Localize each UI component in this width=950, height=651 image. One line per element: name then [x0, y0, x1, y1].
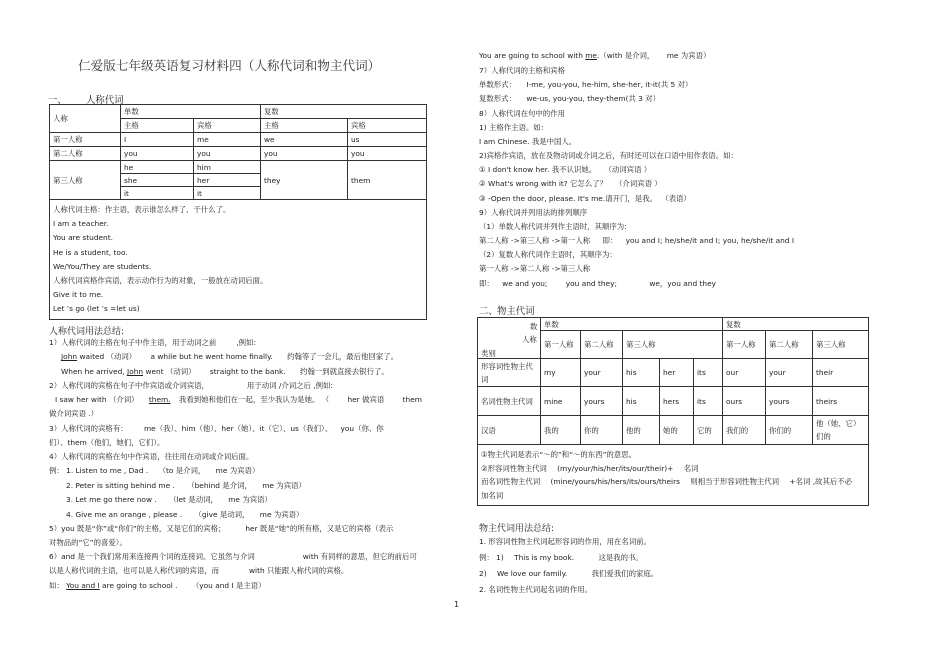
cell: 你们的: [766, 416, 813, 445]
paragraph-line: 单数形式： I-me, you-you, he-him, she-her, it-it(共 5 对）: [479, 80, 693, 89]
example-line: 如： You and I are going to school . （you and I 是主语）: [49, 581, 266, 590]
paragraph-line: 2）人称代词的宾格在句子中作宾语或介词宾语， 用于动词 /介词之后 ,例如:: [49, 381, 333, 390]
table-notes: [478, 445, 869, 506]
note-line: 人称代词主格：作主语，表示谁怎么样了、干什么了。: [53, 205, 231, 214]
header-object: 宾格: [194, 119, 261, 133]
row-label: 第三人称: [50, 161, 121, 200]
cell: your: [766, 359, 813, 387]
paragraph-line: 2)宾格作宾语，放在及物动词或介词之后，有时还可以在口语中用作表语。如：: [479, 151, 738, 160]
page-number: 1: [454, 600, 460, 609]
cell: I: [121, 133, 194, 147]
header-subject: 主格: [121, 119, 194, 133]
row-label: 名词性物主代词: [478, 387, 541, 416]
paragraph-line: 复数形式： we-us, you-you, they-them(共 3 对）: [479, 94, 661, 103]
cell: 你的: [581, 416, 623, 445]
cell: she: [121, 174, 194, 187]
example-line: I saw her with （介词） them. 我看到她和他们在一起，至少我认为是她。 （ her 做宾语 them: [55, 395, 422, 404]
paragraph-line: 6）and 是一个我们常用来连接两个词的连接词。它虽然与介词 with 有同样的意思，但它的前后可: [49, 552, 417, 561]
paragraph-line: 1) 主格作主语。如：: [479, 123, 549, 132]
paragraph-line: 7）人称代词的主格和宾格: [479, 66, 566, 75]
cell: them: [348, 161, 427, 200]
cell: we: [261, 133, 348, 147]
paragraph-line: 3）人称代词的宾格有： me（我）、him（他）、her（她）、it（它）、us（我们）、 you（你、你: [49, 424, 384, 433]
cell: my: [541, 359, 581, 387]
example-line: 例： 1) This is my book. 这是我的书。: [479, 553, 643, 562]
paragraph-line: ② What's wrong with it? 它怎么了？ （介词宾语 ）: [479, 179, 662, 188]
paragraph-line: 2. 名词性物主代词起名词的作用。: [479, 585, 592, 594]
example-line: 4. Give me an orange , please . （give 是动词， me 为宾语）: [66, 510, 304, 519]
corner-person: 人称: [522, 335, 537, 344]
corner-category: 类别: [481, 349, 496, 358]
paragraph-line: You are going to school with me.（with 是介词， me 为宾语）: [479, 51, 711, 60]
table-row: [478, 416, 869, 445]
paragraph-line: 9）人称代词并列用法的排列顺序: [479, 208, 588, 217]
section-title: 物主代词: [497, 306, 535, 317]
table-row: [478, 359, 869, 387]
cell: 他（她、它）们的: [813, 416, 869, 445]
cell: her: [194, 174, 261, 187]
header-subject: 主格: [261, 119, 348, 133]
paragraph-line: ① I don't know her. 我不认识她。 （动词宾语 ）: [479, 165, 652, 174]
summary-title: 人称代词用法总结:: [49, 327, 125, 337]
example-line: 2. Peter is sitting behind me . （behind 是介词， me 为宾语）: [66, 481, 306, 490]
cell: 他的: [623, 416, 660, 445]
cell: yours: [766, 387, 813, 416]
cell: you: [194, 147, 261, 161]
cell: you: [121, 147, 194, 161]
cell: he: [121, 161, 194, 174]
header-person: 人称: [50, 105, 121, 133]
paragraph-line: 第二人称 ->第三人称 ->第一人称 即： you and I; he/she/it and I; you, he/she/it and I: [479, 236, 794, 245]
note-line: ②形容词性物主代词 (my/your/his/her/its/our/their)+ 名词: [481, 463, 699, 473]
header-person-3: 第三人称: [813, 331, 869, 359]
cell: they: [261, 161, 348, 200]
header-plural: 复数: [261, 105, 427, 119]
note-line: We/You/They are students.: [53, 261, 152, 271]
table-row: [50, 147, 427, 161]
cell: his: [623, 359, 660, 387]
table-row: [50, 133, 427, 147]
table-notes: [50, 200, 427, 320]
paragraph-line: （2）复数人称代词作主语时，其顺序为：: [479, 250, 617, 259]
cell: mine: [541, 387, 581, 416]
cell: us: [348, 133, 427, 147]
page-title: 仁爱版七年级英语复习材料四（人称代词和物主代词）: [78, 58, 381, 73]
note-line: ①物主代词是表示“～的”和“～的东西”的意思。: [481, 450, 636, 459]
cell: you: [348, 147, 427, 161]
header-person-2: 第二人称: [581, 331, 623, 359]
paragraph-line: 即： we and you; you and they; we，you and they: [479, 279, 716, 288]
section-number: 一、: [48, 95, 67, 106]
paragraph-line: 1）人称代词的主格在句子中作主语，用于动词之前 ,例如:: [49, 338, 256, 347]
note-line: 人称代词宾格作宾语，表示动作行为的对象，一般放在动词后面。: [53, 276, 268, 286]
paragraph-line: ③ -Open the door, please. It's me.请开门，是我。 （表语）: [479, 194, 691, 203]
example-line: 3. Let me go there now . （let 是动词， me 为宾语）: [66, 495, 272, 504]
header-singular: 单数: [121, 105, 261, 119]
cell: her: [660, 359, 694, 387]
table-row: [50, 161, 427, 174]
row-label: 第一人称: [50, 133, 121, 147]
example-line: When he arrived, John went （动词） straight to the bank. 约翰一到就直接去银行了。: [61, 367, 389, 376]
paragraph-line: 们）、them（他们，她们，它们）。: [49, 438, 165, 447]
cell: 我的: [541, 416, 581, 445]
note-line: Let ’s go (let ’s =let us): [53, 304, 140, 314]
header-person-2: 第二人称: [766, 331, 813, 359]
personal-pronoun-table: [49, 104, 427, 320]
cell: our: [723, 359, 766, 387]
cell: yours: [581, 387, 623, 416]
summary-title: 物主代词用法总结:: [479, 524, 555, 534]
example-line: 2) We love our family. 我们爱我们的家庭。: [479, 569, 659, 578]
cell: him: [194, 161, 261, 174]
note-line: You are student.: [53, 233, 113, 243]
cell: your: [581, 359, 623, 387]
row-label: 形容词性物主代词: [478, 359, 541, 387]
cell: you: [261, 147, 348, 161]
section-title: 人称代词: [86, 95, 124, 106]
cell: ours: [723, 387, 766, 416]
row-label: 第二人称: [50, 147, 121, 161]
note-line: 而名词性物主代词 (mine/yours/his/hers/its/ours/theirs 则相当于形容词性物主代词 +名词 ,故其后不必: [481, 477, 853, 487]
paragraph-line: 4）人称代词的宾格在句中作宾语，往往用在动词或介词后面。: [49, 452, 254, 461]
cell: its: [694, 359, 723, 387]
paragraph-line: 以是人称代词的主语，也可以是人称代词的宾语，而 with 只能跟人称代词的宾格。: [49, 566, 349, 575]
paragraph-line: 做介词宾语 .）: [49, 409, 99, 418]
paragraph-line: 1. 形容词性物主代词起形容词的作用，用在名词前。: [479, 537, 651, 546]
header-plural: 复数: [723, 318, 869, 331]
possessive-pronoun-table: [477, 317, 869, 506]
example-line: 例： 1. Listen to me , Dad . （to 是介词， me 为宾语）: [49, 466, 260, 475]
paragraph-line: 第一人称 ->第二人称 ->第三人称: [479, 264, 591, 273]
paragraph-line: （1）单数人称代词并列作主语时，其顺序为:: [479, 222, 627, 231]
cell: its: [694, 387, 723, 416]
header-corner: [478, 318, 541, 359]
paragraph-line: I am Chinese. 我是中国人。: [479, 137, 577, 146]
cell: hers: [660, 387, 694, 416]
note-line: 加名词: [481, 490, 504, 500]
note-line: I am a teacher.: [53, 219, 109, 229]
example-line: John waited （动词） a while but he went home finally. 约翰等了一会儿，最后他回家了。: [61, 352, 398, 361]
cell: it: [121, 187, 194, 200]
section-number: 二、: [479, 306, 498, 317]
note-line: He is a student, too.: [53, 247, 128, 257]
corner-number: 数: [530, 322, 538, 331]
cell: 她的: [660, 416, 694, 445]
cell: his: [623, 387, 660, 416]
cell: 它的: [694, 416, 723, 445]
header-singular: 单数: [541, 318, 723, 331]
paragraph-line: 对物品的“它”的喜爱）。: [49, 538, 127, 547]
header-person-1: 第一人称: [541, 331, 581, 359]
note-line: Give it to me.: [53, 290, 104, 300]
table-row: [478, 387, 869, 416]
header-object: 宾格: [348, 119, 427, 133]
cell: it: [194, 187, 261, 200]
paragraph-line: 8）人称代词在句中的作用: [479, 109, 566, 118]
cell: me: [194, 133, 261, 147]
header-person-1: 第一人称: [723, 331, 766, 359]
paragraph-line: 5）you 既是“你”或“你们”的主格，又是它们的宾格； her 既是“她”的所有格，又是它的宾格（表示: [49, 524, 394, 533]
cell: 我们的: [723, 416, 766, 445]
cell: theirs: [813, 387, 869, 416]
header-person-3: 第三人称: [623, 331, 723, 359]
row-label: 汉语: [478, 416, 541, 445]
cell: their: [813, 359, 869, 387]
